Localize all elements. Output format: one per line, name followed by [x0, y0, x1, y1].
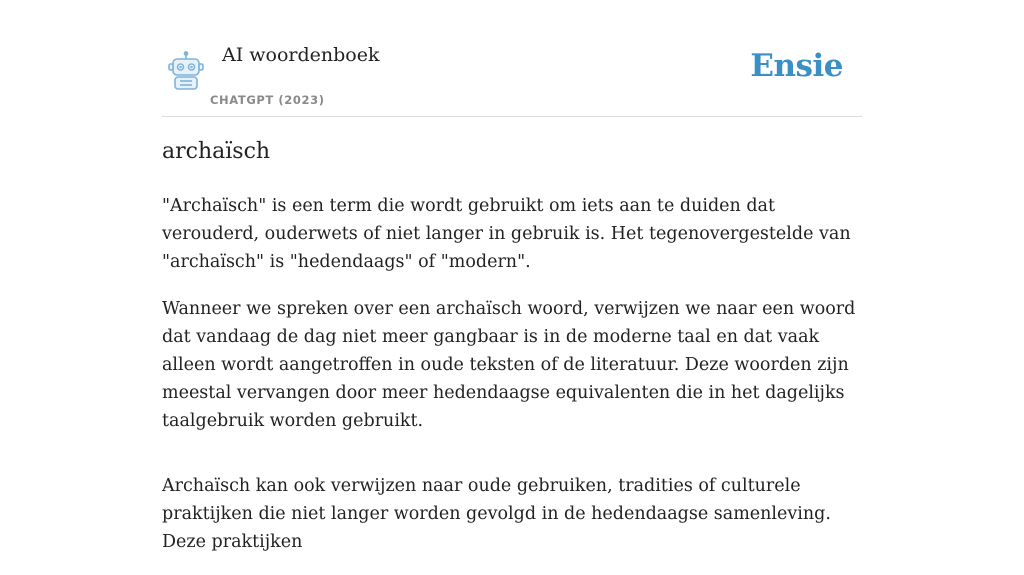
entry-header — [162, 0, 862, 117]
headword: archaïsch — [162, 139, 271, 164]
definition-text — [162, 192, 862, 575]
source-subtitle: CHATGPT (2023) — [210, 93, 325, 107]
definition-paragraph: Wanneer we spreken over een archaïsch woord, verwijzen we naar een woord dat vandaag de dag niet meer gangbaar is in de moderne taal en dat vaak alleen wordt aangetroffen in oude teksten of de literatuur. Deze woorden zijn meestal vervangen door meer hedendaagse equivalenten die in het dagelijks taalgebruik worden gebruikt. — [162, 299, 856, 431]
source-title[interactable]: AI woordenboek — [222, 44, 380, 66]
ensie-logo-link[interactable]: Ensie — [750, 48, 843, 84]
definition-paragraph: "Archaïsch" is een term die wordt gebruikt om iets aan te duiden dat verouderd, ouderwets of niet langer in gebruik is. Het tegenovergestelde van "archaïsch" is "hedendaags" of "modern". — [162, 196, 851, 272]
robot-icon — [166, 51, 206, 91]
definition-paragraph: Archaïsch kan ook verwijzen naar oude gebruiken, tradities of culturele praktijken die niet langer worden gevolgd in de hedendaagse samenleving. Deze praktijken — [162, 476, 831, 552]
